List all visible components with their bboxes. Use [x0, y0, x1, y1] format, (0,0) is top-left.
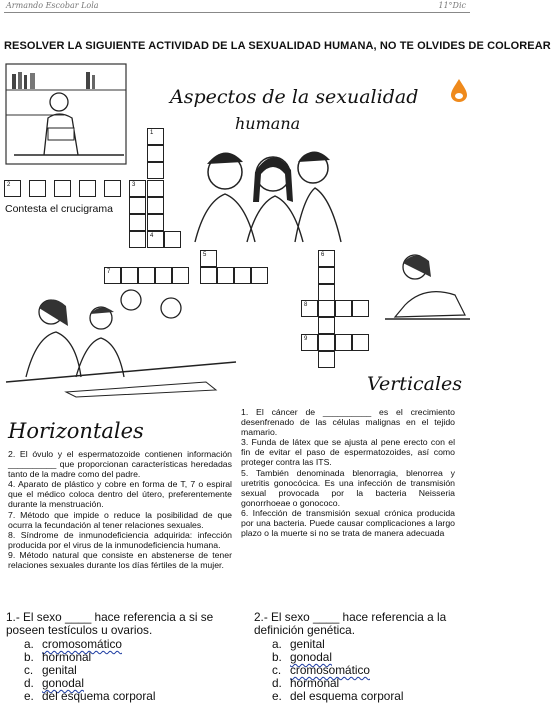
instruction-text: RESOLVER LA SIGUIENTE ACTIVIDAD DE LA SEXUALIDAD HUMANA, NO TE OLVIDES DE COLOREAR — [4, 40, 551, 52]
clue-number-9: 9 — [304, 336, 308, 342]
option-letter: e. — [272, 689, 282, 703]
horizontales-clues — [8, 449, 232, 570]
horizontal-clue-4: 4. Aparato de plástico y cobre en forma de T, 7 o espiral que el médico coloca dentro del útero, preferentemente durante la menstruación. — [8, 479, 232, 510]
crossword-cell[interactable] — [79, 180, 96, 197]
horizontal-clue-9: 9. Método natural que consiste en abstenerse de tener relaciones sexuales durante los días fértiles de la mujer. — [8, 549, 232, 571]
option-letter: a. — [24, 637, 34, 651]
crossword-instruction: Contesta el crucigrama — [5, 203, 113, 215]
crossword-cell[interactable] — [335, 300, 352, 317]
question-1-text: 1.- El sexo ____ hace referencia a si se poseen testículos u ovarios. — [6, 610, 214, 637]
crossword-cell[interactable] — [147, 180, 164, 197]
option-text: cromosomático — [42, 637, 122, 651]
clue-number-4: 4 — [150, 233, 154, 239]
option-text: cromosomático — [290, 663, 370, 677]
horizontal-clue-8: 8. Síndrome de inmunodeficiencia adquirida: infección producida por el virus de la inmunodeficiencia humana. — [8, 529, 232, 550]
crossword-cell[interactable] — [155, 267, 172, 284]
option-text: del esquema corporal — [290, 689, 404, 703]
student-name: Armando Escobar Lola — [6, 1, 99, 10]
classroom-illustration — [6, 282, 236, 397]
vertical-clue-1: 1. El cáncer de __________ es el crecimiento desenfrenado de las células malignas en el tejido mamario. — [241, 407, 455, 438]
crossword-cell[interactable] — [352, 334, 369, 351]
verticales-title: Verticales — [367, 373, 463, 395]
date-label: 11°Dic — [438, 1, 466, 10]
horizontal-clue-7: 7. Método que impide o reduce la posibilidad de que ocurra la fecundación al tener relaciones sexuales. — [8, 509, 232, 530]
clue-number-3: 3 — [132, 182, 136, 188]
question-2-text: 2.- El sexo ____ hace referencia a la definición genética. — [254, 610, 447, 637]
crossword-cell[interactable] — [318, 284, 335, 301]
option-letter: d. — [272, 676, 282, 690]
crossword-cell[interactable] — [147, 197, 164, 214]
option-text: gonodal — [290, 650, 332, 664]
crossword-cell[interactable] — [147, 231, 164, 248]
crossword-cell[interactable] — [200, 267, 217, 284]
crossword-cell[interactable] — [318, 300, 335, 317]
crossword-cell[interactable] — [217, 267, 234, 284]
crossword-cell[interactable] — [129, 214, 146, 231]
crossword-cell[interactable] — [172, 267, 189, 284]
crossword-cell[interactable] — [129, 231, 146, 248]
crossword-cell[interactable] — [121, 267, 138, 284]
crossword-cell[interactable] — [318, 250, 335, 267]
crossword-cell[interactable] — [318, 334, 335, 351]
option-letter: b. — [24, 650, 34, 664]
crossword-cell[interactable] — [318, 351, 335, 368]
option-letter: d. — [24, 676, 34, 690]
option-letter: c. — [272, 663, 282, 677]
flame-icon — [450, 78, 468, 102]
option-text: gonodal — [42, 676, 84, 690]
crossword-cell[interactable] — [147, 214, 164, 231]
option-letter: a. — [272, 637, 282, 651]
crossword-cell[interactable] — [29, 180, 46, 197]
crossword-cell[interactable] — [147, 162, 164, 179]
crossword-cell[interactable] — [200, 250, 217, 267]
crossword-cell[interactable] — [234, 267, 251, 284]
crossword-cell[interactable] — [147, 128, 164, 145]
page-title-line2: humana — [235, 114, 301, 133]
option-letter: b. — [272, 650, 282, 664]
crossword-cell[interactable] — [352, 300, 369, 317]
option-text: genital — [42, 663, 77, 677]
crossword-cell[interactable] — [147, 145, 164, 162]
header-rule — [4, 12, 470, 13]
crossword-cell[interactable] — [318, 317, 335, 334]
option-letter: c. — [24, 663, 34, 677]
vertical-clue-5: 5. También denominada blenorragia, blenorrea y uretritis gonocócica. Es una infección de transmisión sexual provocada por la bacteria Neisseria gonorrhoeae o gonococo. — [241, 467, 455, 508]
clue-number-7: 7 — [107, 269, 111, 275]
option-letter: e. — [24, 689, 34, 703]
option-text: genital — [290, 637, 325, 651]
crossword-cell[interactable] — [301, 300, 318, 317]
crossword-cell[interactable] — [251, 267, 268, 284]
crossword-cell[interactable] — [164, 231, 181, 248]
vertical-clue-3: 3. Funda de látex que se ajusta al pene erecto con el fin de evitar el paso de espermatozoides, así como proteger contra las ITS. — [241, 437, 455, 468]
crossword-cell[interactable] — [301, 334, 318, 351]
horizontales-title: Horizontales — [8, 419, 144, 443]
resting-girl-illustration — [385, 245, 470, 325]
page-title: Aspectos de la sexualidad — [170, 86, 419, 108]
crossword-cell[interactable] — [4, 180, 21, 197]
clue-number-8: 8 — [304, 302, 308, 308]
clue-number-1: 1 — [150, 130, 154, 136]
reading-person-illustration — [4, 60, 144, 170]
crossword-cell[interactable] — [129, 180, 146, 197]
vertical-clue-6: 6. Infección de transmisión sexual crónica producida por una bacteria. Puede causar complicaciones a largo plazo o la muerte si no se trata de manera adecuada — [241, 507, 455, 539]
verticales-clues — [241, 407, 455, 538]
clue-number-6: 6 — [321, 252, 325, 258]
option-text: del esquema corporal — [42, 689, 156, 703]
option-text: hormonal — [42, 650, 92, 664]
crossword-cell[interactable] — [138, 267, 155, 284]
crossword-cell[interactable] — [104, 180, 121, 197]
horizontal-clue-2: 2. El óvulo y el espermatozoide contienen información __________ que proporcionan características heredadas tanto de la madre como del padre. — [8, 449, 232, 480]
option-text: hormonal — [290, 676, 340, 690]
header-bar — [0, 0, 474, 18]
q2-option-e[interactable] — [272, 690, 403, 703]
crossword-cell[interactable] — [54, 180, 71, 197]
q1-option-e[interactable] — [24, 690, 155, 703]
crossword-cell[interactable] — [318, 267, 335, 284]
crossword-cell[interactable] — [335, 334, 352, 351]
crossword-cell[interactable] — [104, 267, 121, 284]
clue-number-2: 2 — [7, 182, 11, 188]
clue-number-5: 5 — [203, 252, 207, 258]
crossword-cell[interactable] — [129, 197, 146, 214]
teen-group-illustration — [185, 132, 345, 252]
